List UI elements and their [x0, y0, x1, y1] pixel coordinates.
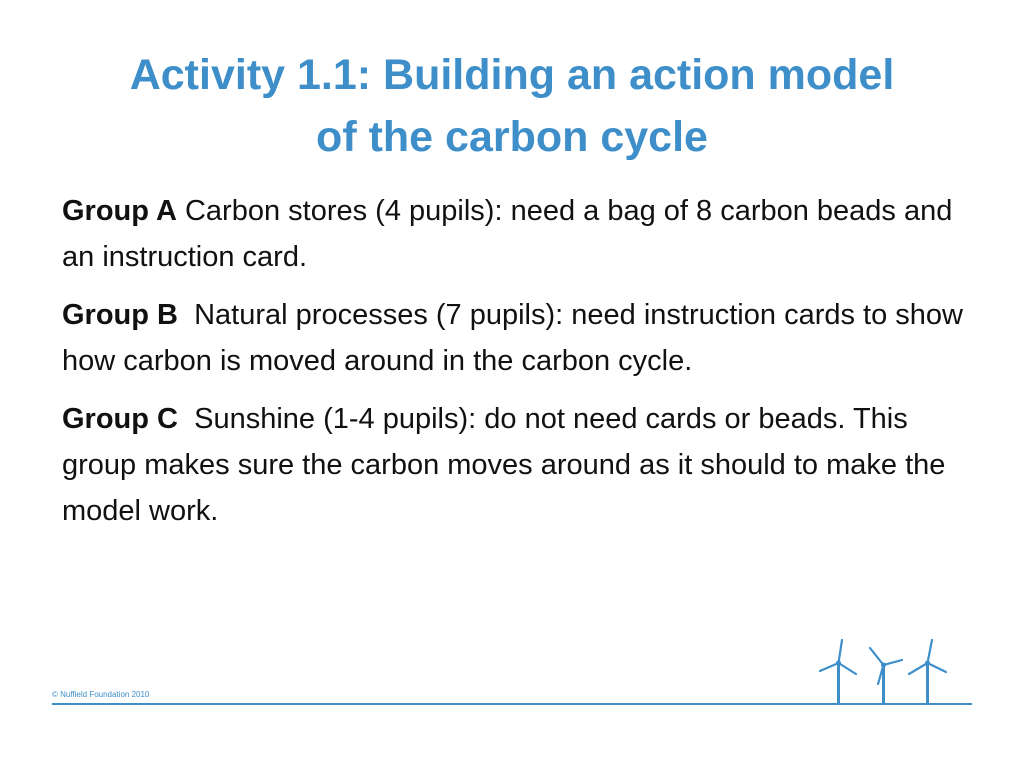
title-line-1: Activity 1.1: Building an action model: [129, 51, 895, 99]
group-c-text: Sunshine (1-4 pupils): do not need cards or beads. This group makes sure the carbon moves around as it should to make the model work.: [62, 403, 954, 527]
group-c-paragraph: [62, 396, 972, 534]
turbine-1-icon: [820, 640, 856, 704]
wind-turbines-icon: [812, 636, 962, 704]
slide-body: [62, 188, 972, 546]
group-b-text: Natural processes (7 pupils): need instruction cards to show how carbon is moved around in the carbon cycle.: [62, 299, 972, 377]
turbine-2-icon: [870, 648, 902, 704]
group-a-label: Group A: [62, 195, 177, 227]
group-a-text: Carbon stores (4 pupils): need a bag of 8 carbon beads and an instruction card.: [62, 195, 953, 273]
slide-title: [40, 44, 984, 168]
group-a-paragraph: [62, 188, 972, 280]
copyright-footer: © Nuffield Foundation 2010: [52, 690, 150, 699]
group-c-label: Group C: [62, 403, 178, 435]
group-b-label: Group B: [62, 299, 178, 331]
turbine-3-icon: [909, 640, 946, 704]
group-b-paragraph: [62, 292, 972, 384]
title-line-2: of the carbon cycle: [316, 113, 708, 161]
